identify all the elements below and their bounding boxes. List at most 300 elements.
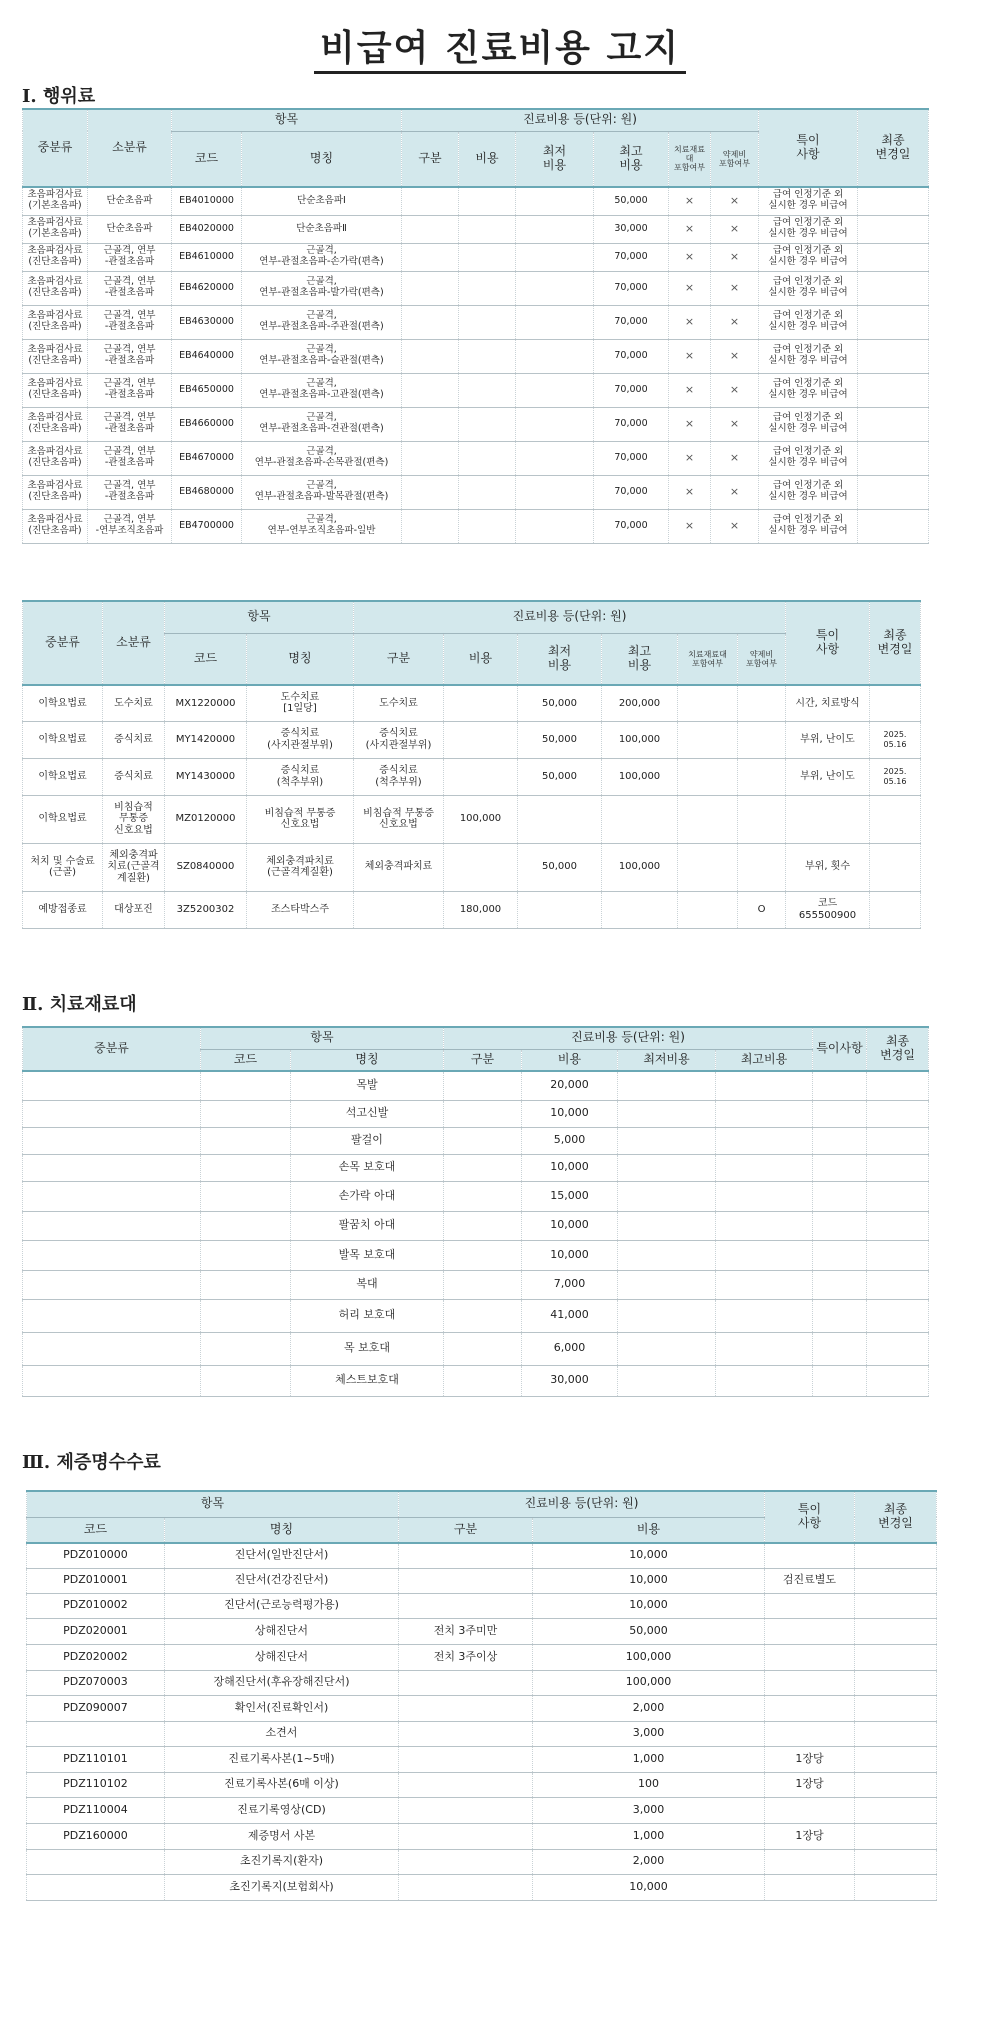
header-item: 항목	[172, 109, 402, 131]
cell-note	[765, 1849, 855, 1874]
cell-name: 근골격, 연부-관절초음파-발가락(편측)	[242, 271, 402, 305]
cell-cost	[444, 843, 518, 891]
cell-div	[402, 305, 459, 339]
cell-major: 초음파검사료 (진단초음파)	[23, 271, 88, 305]
header-name: 명칭	[291, 1049, 444, 1071]
table-row	[23, 1100, 929, 1127]
cell-cost: 15,000	[522, 1181, 618, 1211]
cell-note: 부위, 난이도	[786, 758, 870, 795]
cell-div	[399, 1721, 533, 1746]
table-row	[23, 758, 921, 795]
table-row	[27, 1618, 937, 1644]
cell-max	[602, 795, 678, 843]
table-row	[23, 475, 929, 509]
cell-max: 70,000	[594, 271, 669, 305]
cell-material: ×	[669, 407, 711, 441]
cell-major: 이학요법료	[23, 795, 103, 843]
header-material: 치료재료대 포함여부	[669, 131, 711, 187]
cell-min: 50,000	[518, 721, 602, 758]
table-row	[23, 721, 921, 758]
cell-note: 부위, 횟수	[786, 843, 870, 891]
section-heading-procedures: Ⅰ. 행위료	[22, 86, 96, 107]
cell-cost	[459, 441, 516, 475]
table-row	[27, 1797, 937, 1823]
cell-code: PDZ020002	[27, 1644, 165, 1670]
cell-code	[27, 1721, 165, 1746]
cell-note: 부위, 난이도	[786, 721, 870, 758]
cell-name: 증식치료 (척추부위)	[247, 758, 354, 795]
table-row	[23, 1332, 929, 1365]
cell-minor: 근골격, 연부 -관절초음파	[88, 305, 172, 339]
header-div: 구분	[402, 131, 459, 187]
cell-div: 증식치료 (사지관절부위)	[354, 721, 444, 758]
table-row	[27, 1772, 937, 1797]
cell-drug: ×	[711, 187, 759, 215]
table-row	[23, 339, 929, 373]
cell-date	[858, 215, 929, 243]
cell-cost: 10,000	[533, 1593, 765, 1618]
cell-min	[518, 891, 602, 928]
table-row	[23, 509, 929, 543]
cell-note: 검진료별도	[765, 1568, 855, 1593]
header-min: 최저 비용	[518, 633, 602, 685]
header-note: 특이 사항	[759, 109, 858, 187]
cell-code: PDZ110004	[27, 1797, 165, 1823]
cell-code: EB4700000	[172, 509, 242, 543]
table-row	[27, 1644, 937, 1670]
cell-cost: 5,000	[522, 1127, 618, 1154]
header-name: 명칭	[165, 1517, 399, 1543]
cell-cost: 6,000	[522, 1332, 618, 1365]
cell-major: 초음파검사료 (기본초음파)	[23, 215, 88, 243]
cell-code: EB4660000	[172, 407, 242, 441]
cell-date	[870, 685, 921, 721]
cell-minor: 근골격, 연부 -연부조직초음파	[88, 509, 172, 543]
cell-max: 50,000	[594, 187, 669, 215]
cell-name: 손목 보호대	[291, 1154, 444, 1181]
cell-date	[858, 441, 929, 475]
cell-cost: 3,000	[533, 1721, 765, 1746]
header-div: 구분	[354, 633, 444, 685]
cell-note: 시간, 치료방식	[786, 685, 870, 721]
cell-date	[858, 271, 929, 305]
cell-cost	[459, 187, 516, 215]
cell-name: 단순초음파Ⅰ	[242, 187, 402, 215]
cell-material	[678, 758, 738, 795]
cell-material	[678, 721, 738, 758]
table-row	[23, 1071, 929, 1100]
cell-cost: 50,000	[533, 1618, 765, 1644]
cell-div	[402, 271, 459, 305]
cell-note: 급여 인정기준 외 실시한 경우 비급여	[759, 339, 858, 373]
cell-cost: 3,000	[533, 1797, 765, 1823]
cell-major: 초음파검사료 (진단초음파)	[23, 441, 88, 475]
cell-note: 코드 655500900	[786, 891, 870, 928]
table-row	[23, 843, 921, 891]
cell-material: ×	[669, 441, 711, 475]
cell-div: 증식치료 (척추부위)	[354, 758, 444, 795]
cell-material: ×	[669, 271, 711, 305]
header-cost: 비용	[522, 1049, 618, 1071]
cell-date	[870, 843, 921, 891]
cell-name: 근골격, 연부-연부조직초음파-일반	[242, 509, 402, 543]
cell-drug	[738, 795, 786, 843]
table-row	[27, 1568, 937, 1593]
cell-div	[402, 187, 459, 215]
cell-note	[765, 1670, 855, 1695]
cell-name: 진료기록사본(6매 이상)	[165, 1772, 399, 1797]
cell-note	[765, 1644, 855, 1670]
header-code: 코드	[165, 633, 247, 685]
cell-note	[765, 1593, 855, 1618]
cell-code: MY1420000	[165, 721, 247, 758]
cell-div	[399, 1797, 533, 1823]
header-min: 최저 비용	[516, 131, 594, 187]
cell-div	[402, 373, 459, 407]
cell-cost: 10,000	[533, 1568, 765, 1593]
cell-max: 30,000	[594, 215, 669, 243]
cell-max: 70,000	[594, 305, 669, 339]
cell-name: 제증명서 사본	[165, 1823, 399, 1849]
cell-code: MY1430000	[165, 758, 247, 795]
cell-cost: 100	[533, 1772, 765, 1797]
table-row	[27, 1695, 937, 1721]
cell-name: 진료기록영상(CD)	[165, 1797, 399, 1823]
table-row	[23, 215, 929, 243]
cell-min: 50,000	[518, 758, 602, 795]
cell-major: 이학요법료	[23, 758, 103, 795]
table-row	[23, 373, 929, 407]
section-heading-materials: Ⅱ. 치료재료대	[22, 994, 137, 1015]
cell-min: 50,000	[518, 685, 602, 721]
header-minor: 소분류	[103, 601, 165, 685]
cell-note: 급여 인정기준 외 실시한 경우 비급여	[759, 215, 858, 243]
cell-cost: 10,000	[522, 1100, 618, 1127]
cell-minor: 근골격, 연부 -관절초음파	[88, 475, 172, 509]
cell-div: 비침습적 무통증 신호요법	[354, 795, 444, 843]
cell-max: 70,000	[594, 509, 669, 543]
cell-material	[678, 891, 738, 928]
cell-material	[678, 685, 738, 721]
cell-note: 급여 인정기준 외 실시한 경우 비급여	[759, 305, 858, 339]
header-max: 최고비용	[716, 1049, 813, 1071]
cell-cost: 20,000	[522, 1071, 618, 1100]
header-date: 최종 변경일	[858, 109, 929, 187]
cell-drug: ×	[711, 243, 759, 271]
table-row	[27, 1721, 937, 1746]
cell-note: 급여 인정기준 외 실시한 경우 비급여	[759, 509, 858, 543]
cell-name: 손가락 아대	[291, 1181, 444, 1211]
table-row	[27, 1849, 937, 1874]
table-row	[23, 305, 929, 339]
cell-name: 근골격, 연부-관절초음파-견관절(편측)	[242, 407, 402, 441]
table-row	[27, 1746, 937, 1772]
material-fee-table	[22, 1026, 929, 1397]
cell-div	[399, 1695, 533, 1721]
cell-div	[402, 243, 459, 271]
cell-note: 1장당	[765, 1746, 855, 1772]
header-item: 항목	[201, 1027, 444, 1049]
cell-max: 70,000	[594, 339, 669, 373]
cell-cost	[459, 407, 516, 441]
cell-minor: 증식치료	[103, 758, 165, 795]
cell-code: EB4010000	[172, 187, 242, 215]
cell-code: SZ0840000	[165, 843, 247, 891]
cell-major: 초음파검사료 (기본초음파)	[23, 187, 88, 215]
cell-minor: 단순초음파	[88, 187, 172, 215]
header-code: 코드	[201, 1049, 291, 1071]
cell-name: 증식치료 (사지관절부위)	[247, 721, 354, 758]
header-date: 최종 변경일	[870, 601, 921, 685]
cell-div: 도수치료	[354, 685, 444, 721]
cell-div	[402, 407, 459, 441]
cell-div	[402, 339, 459, 373]
cell-div	[399, 1823, 533, 1849]
cell-div: 전치 3주이상	[399, 1644, 533, 1670]
cell-div	[402, 441, 459, 475]
cell-max: 70,000	[594, 407, 669, 441]
header-cost: 비용	[459, 131, 516, 187]
cell-drug	[738, 721, 786, 758]
cell-material: ×	[669, 509, 711, 543]
cell-min	[516, 243, 594, 271]
cell-date: 2025. 05.16	[870, 721, 921, 758]
header-name: 명칭	[242, 131, 402, 187]
cell-min: 50,000	[518, 843, 602, 891]
cell-major: 초음파검사료 (진단초음파)	[23, 305, 88, 339]
cell-cost	[459, 339, 516, 373]
cell-max: 100,000	[602, 843, 678, 891]
header-drug: 약제비 포함여부	[711, 131, 759, 187]
header-cost: 비용	[533, 1517, 765, 1543]
cell-name: 단순초음파Ⅱ	[242, 215, 402, 243]
table-row	[23, 271, 929, 305]
cell-div	[402, 475, 459, 509]
table-row	[23, 1240, 929, 1270]
cell-note: 1장당	[765, 1772, 855, 1797]
cell-name: 목 보호대	[291, 1332, 444, 1365]
header-note: 특이 사항	[765, 1491, 855, 1543]
cell-name: 체외충격파치료 (근골격계질환)	[247, 843, 354, 891]
table-row	[27, 1670, 937, 1695]
cell-code: EB4630000	[172, 305, 242, 339]
cell-major: 초음파검사료 (진단초음파)	[23, 475, 88, 509]
cell-min	[516, 373, 594, 407]
cell-cost	[444, 758, 518, 795]
cell-name: 근골격, 연부-관절초음파-슬관절(편측)	[242, 339, 402, 373]
cell-note	[765, 1797, 855, 1823]
header-min: 최저비용	[618, 1049, 716, 1071]
header-note: 특이사항	[813, 1027, 867, 1071]
cell-min	[516, 441, 594, 475]
cell-material: ×	[669, 243, 711, 271]
cell-note: 급여 인정기준 외 실시한 경우 비급여	[759, 441, 858, 475]
cell-code: EB4640000	[172, 339, 242, 373]
therapy-fee-table	[22, 600, 921, 929]
cell-div	[399, 1568, 533, 1593]
cell-major: 초음파검사료 (진단초음파)	[23, 509, 88, 543]
cell-code: PDZ010002	[27, 1593, 165, 1618]
table-row	[23, 795, 921, 843]
cell-major: 초음파검사료 (진단초음파)	[23, 407, 88, 441]
header-max: 최고 비용	[602, 633, 678, 685]
cell-code: PDZ110101	[27, 1746, 165, 1772]
cell-material: ×	[669, 215, 711, 243]
cell-code: PDZ090007	[27, 1695, 165, 1721]
cell-major: 초음파검사료 (진단초음파)	[23, 339, 88, 373]
cell-code: EB4680000	[172, 475, 242, 509]
cell-drug: ×	[711, 407, 759, 441]
table-row	[27, 1543, 937, 1568]
cell-minor: 근골격, 연부 -관절초음파	[88, 441, 172, 475]
cell-name: 장해진단서(후유장해진단서)	[165, 1670, 399, 1695]
cell-note	[765, 1721, 855, 1746]
cell-cost	[459, 215, 516, 243]
cell-cost	[459, 509, 516, 543]
cell-div	[399, 1849, 533, 1874]
table-row	[23, 1154, 929, 1181]
header-drug: 약제비 포함여부	[738, 633, 786, 685]
cell-name: 비침습적 무통증 신호요법	[247, 795, 354, 843]
cell-date	[858, 373, 929, 407]
table-row	[23, 1181, 929, 1211]
cell-name: 목발	[291, 1071, 444, 1100]
cell-max: 200,000	[602, 685, 678, 721]
cell-name: 석고신발	[291, 1100, 444, 1127]
cell-name: 체스트보호대	[291, 1365, 444, 1396]
cell-drug: ×	[711, 215, 759, 243]
table-row	[23, 891, 921, 928]
header-code: 코드	[172, 131, 242, 187]
cell-minor: 증식치료	[103, 721, 165, 758]
cell-material	[678, 795, 738, 843]
cell-code: PDZ020001	[27, 1618, 165, 1644]
table-row	[27, 1823, 937, 1849]
cell-div	[399, 1670, 533, 1695]
cell-minor: 근골격, 연부 -관절초음파	[88, 243, 172, 271]
cell-cost: 30,000	[522, 1365, 618, 1396]
cell-name: 팔꿈치 아대	[291, 1211, 444, 1240]
cell-cost: 41,000	[522, 1299, 618, 1332]
cell-min	[516, 305, 594, 339]
header-major: 중분류	[23, 601, 103, 685]
cell-code: EB4620000	[172, 271, 242, 305]
table-row	[23, 243, 929, 271]
cell-cost: 1,000	[533, 1823, 765, 1849]
cell-note: 급여 인정기준 외 실시한 경우 비급여	[759, 243, 858, 271]
cell-div	[402, 509, 459, 543]
header-date: 최종 변경일	[855, 1491, 937, 1543]
header-cost: 비용	[444, 633, 518, 685]
cell-cost	[459, 243, 516, 271]
cell-name: 진단서(건강진단서)	[165, 1568, 399, 1593]
cell-name: 근골격, 연부-관절초음파-발목관절(편측)	[242, 475, 402, 509]
cell-name: 허리 보호대	[291, 1299, 444, 1332]
cell-max: 70,000	[594, 243, 669, 271]
cell-div	[399, 1772, 533, 1797]
cell-minor: 체외충격파 치료(근골격 계질환)	[103, 843, 165, 891]
cell-div	[399, 1593, 533, 1618]
cell-major: 예방접종료	[23, 891, 103, 928]
cell-name: 초진기록지(환자)	[165, 1849, 399, 1874]
header-cost-group: 진료비용 등(단위: 원)	[354, 601, 786, 633]
cell-name: 복대	[291, 1270, 444, 1299]
table-row	[23, 1211, 929, 1240]
cell-name: 상해진단서	[165, 1618, 399, 1644]
cell-div	[399, 1746, 533, 1772]
cell-min	[516, 215, 594, 243]
cell-cost: 100,000	[533, 1670, 765, 1695]
cell-note	[765, 1695, 855, 1721]
cell-name: 진단서(일반진단서)	[165, 1543, 399, 1568]
cell-material: ×	[669, 339, 711, 373]
header-material: 치료재료대 포함여부	[678, 633, 738, 685]
cell-name: 진료기록사본(1~5매)	[165, 1746, 399, 1772]
cell-min	[516, 339, 594, 373]
cell-note: 급여 인정기준 외 실시한 경우 비급여	[759, 271, 858, 305]
cell-div: 체외충격파치료	[354, 843, 444, 891]
cell-minor: 단순초음파	[88, 215, 172, 243]
header-cost-group: 진료비용 등(단위: 원)	[402, 109, 759, 131]
cell-name: 발목 보호대	[291, 1240, 444, 1270]
cell-cost	[459, 305, 516, 339]
cell-name: 진단서(근로능력평가용)	[165, 1593, 399, 1618]
cell-note	[786, 795, 870, 843]
cell-minor: 도수치료	[103, 685, 165, 721]
cell-min	[516, 509, 594, 543]
cell-max: 70,000	[594, 373, 669, 407]
cell-max: 70,000	[594, 441, 669, 475]
cell-min	[516, 475, 594, 509]
header-cost-group: 진료비용 등(단위: 원)	[444, 1027, 813, 1049]
cell-name: 근골격, 연부-관절초음파-고관절(편측)	[242, 373, 402, 407]
cell-code	[27, 1874, 165, 1900]
header-major: 중분류	[23, 109, 88, 187]
cell-date	[858, 509, 929, 543]
cell-date	[858, 339, 929, 373]
cell-note: 급여 인정기준 외 실시한 경우 비급여	[759, 407, 858, 441]
cell-date	[870, 891, 921, 928]
header-minor: 소분류	[88, 109, 172, 187]
cell-name: 확인서(진료확인서)	[165, 1695, 399, 1721]
cell-name: 근골격, 연부-관절초음파-주관절(편측)	[242, 305, 402, 339]
cell-code	[27, 1849, 165, 1874]
cell-code: EB4650000	[172, 373, 242, 407]
cell-material: ×	[669, 305, 711, 339]
cell-minor: 대상포진	[103, 891, 165, 928]
cell-note: 급여 인정기준 외 실시한 경우 비급여	[759, 475, 858, 509]
cell-minor: 근골격, 연부 -관절초음파	[88, 271, 172, 305]
cell-name: 팔걸이	[291, 1127, 444, 1154]
header-div: 구분	[399, 1517, 533, 1543]
cell-cost: 2,000	[533, 1695, 765, 1721]
cell-name: 근골격, 연부-관절초음파-손목관절(편측)	[242, 441, 402, 475]
cell-note: 급여 인정기준 외 실시한 경우 비급여	[759, 187, 858, 215]
cell-cost	[459, 373, 516, 407]
cell-date	[858, 243, 929, 271]
cell-minor: 비침습적 무통증 신호요법	[103, 795, 165, 843]
cell-name: 도수치료 [1일당]	[247, 685, 354, 721]
cell-major: 처치 및 수술료 (근골)	[23, 843, 103, 891]
cell-drug: ×	[711, 305, 759, 339]
header-item: 항목	[165, 601, 354, 633]
cell-code: MZ0120000	[165, 795, 247, 843]
cell-date	[858, 407, 929, 441]
cell-cost	[444, 721, 518, 758]
header-max: 최고 비용	[594, 131, 669, 187]
table-row	[27, 1874, 937, 1900]
table-row	[23, 1365, 929, 1396]
